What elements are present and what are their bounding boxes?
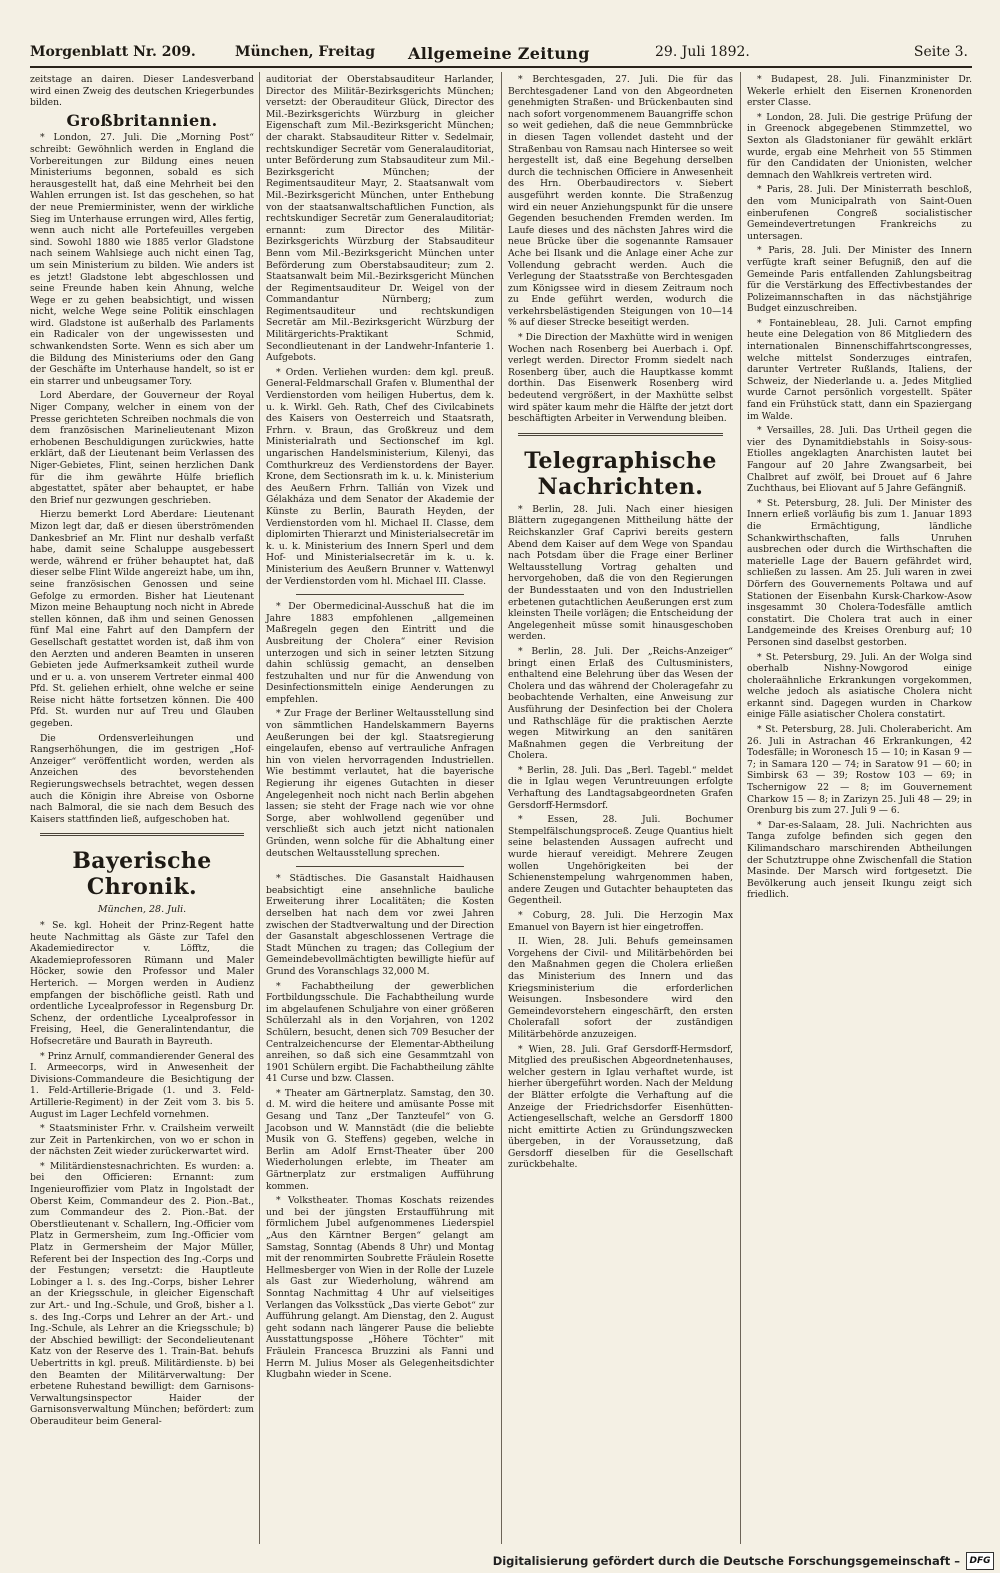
article-paragraph: II. Wien, 28. Juli. Behufs gemeinsamen Vorgehens der Civil- und Militärbehörden bei den Maßnahmen gegen die Cholera erließen das Ministerium des Innern und das Kriegsministerium die erforderlichen Weisungen. Insbesondere wird den Gemeindevorstehern eingeschärft, den ersten Cholerafall sofort der zuständigen Militärbehörde anzuzeigen. [508, 936, 733, 1040]
section-heading-telegraphische-nachrichten: Telegraphische Nachrichten. [524, 447, 717, 500]
issue-date: 29. Juli 1892. [655, 44, 750, 60]
column-1 [30, 74, 254, 1431]
funding-credit: Digitalisierung gefördert durch die Deutsche Forschungsgemeinschaft – [492, 1554, 960, 1568]
article-paragraph: * St. Petersburg, 28. Juli. Cholerabericht. Am 26. Juli in Astrachan 46 Erkrankungen, 42 Todesfälle; in Woronesch 15 — 10; in Kasan 9 — 7; in Samara 120 — 74; in Saratow 91 — 60; in Simbirsk 63 — 39; Rostow 103 — 69; in Tschernigow 22 — 8; im Gouvernement Charkow 15 — 8; in Zarizyn 25. Juli 48 — 29; in Orenburg bis zum 27. Juli 9 — 6. [747, 724, 972, 817]
article-paragraph: * Coburg, 28. Juli. Die Herzogin Max Emanuel von Bayern ist hier eingetroffen. [508, 910, 733, 933]
article-paragraph: * Fachabtheilung der gewerblichen Fortbildungsschule. Die Fachabtheilung wurde im abgelaufenen Schuljahre von einer größeren Schülerzahl als in den Vorjahren, von 1202 Schülern, besucht, denen sich 709 Besucher der Centralzeichencurse der Elementar-Abtheilung anreihen, so daß sich eine Gesammtzahl von 1901 Schülern ergibt. Die Fachabtheilung zählte 41 Curse und bzw. Classen. [266, 980, 494, 1085]
article-paragraph: * Städtisches. Die Gasanstalt Haidhausen beabsichtigt eine ansehnliche bauliche Erweiterung ihrer Localitäten; die Kosten derselben hat nach dem vor zwei Jahren zwischen der Stadtverwaltung und der Direction der Gasanstalt abgeschlossenen Vertrage die Stadt München zu tragen; das Collegium der Gemeindebevollmächtigten bewilligte hiefür auf Grund des Voranschlags 32,000 M. [266, 873, 494, 977]
article-paragraph: Lord Aberdare, der Gouverneur der Royal Niger Company, welcher in einem von der Presse gerichteten Schreiben nochmals die von dem französischen Marinelieutenant Mizon erhobenen Beschuldigungen zurückwies, hatte erklärt, daß der Lieutenant beim Verlassen des Niger-Gebietes, Flint, seinen herzlichen Dank für die ihm gewährte Hülfe brieflich abgestattet, später aber behauptet, er habe den Brief nur gezwungen geschrieben. [30, 390, 254, 506]
page-number: Seite 3. [913, 44, 968, 60]
article-paragraph: * St. Petersburg, 28. Juli. Der Minister des Innern erließ vorläufig bis zum 1. Januar 1893 die Ermächtigung, ländliche Schankwirthschaften, falls Unruhen ausbrechen oder durch die Wirthschaften die materielle Lage der Bauern gefährdet wird, schließen zu lassen. Am 25. Juli waren in zwei Dörfern des Gouvernements Poltawa und auf Stationen der Eisenbahn Kursk-Charkow-Asow insgesammt 30 Cholera-Todesfälle amtlich constatirt. Die Cholera trat auch in einer Landgemeinde des Kreises Orenburg auf; 10 Personen sind daselbst gestorben. [747, 497, 972, 648]
article-paragraph: * Wien, 28. Juli. Graf Gersdorff-Hermsdorf, Mitglied des preußischen Abgeordnetenhauses, welcher gestern in Iglau verhaftet wurde, ist hierher übergeführt worden. Nach der Meldung der Blätter erfolgte die Verhaftung auf die Anzeige der Friedrichsdorfer Eisenhütten-Actiengesellschaft, welche an Gersdorff 1800 nicht emittirte Actien zu Gründungszwecken übergeben, in der Voraussetzung, daß Gersdorff dieselben für die Gesellschaft zurückbehalte. [508, 1043, 733, 1171]
article-paragraph: * Berchtesgaden, 27. Juli. Die für das Berchtesgadener Land von den Abgeordneten genehmigten Straßen- und Brückenbauten sind nach sofort vorgenommenem Bauangriffe schon so weit gediehen, daß die neue Gemmnbrücke in diesen Tagen vollendet dasteht und der Straßenbau von Ramsau nach Hintersee so weit hergestellt ist, daß eine Begehung derselben durch die technischen Officiere in Anwesenheit des Hrn. Oberbaudirectors v. Siebert ausgeführt werden konnte. Die Straßenzug wird ein neuer Anziehungspunkt für die unsere Gegenden besuchenden Fremden werden. Im Laufe dieses und des nächsten Jahres wird die neue Brücke über die sogenannte Ramsauer Ache bei Ilsank und die Anlage einer Ache zur Vollendung gebracht werden. Auch die Verlegung der Staatsstraße von Berchtesgaden zum Königssee wird in diesem Zeitraum noch zu Ende geführt werden, wodurch die verkehrsbelästigenden Steigungen von 10—14 % auf dieser Strecke beseitigt werden. [508, 74, 733, 329]
section-dateline: München, 28. Juli. [97, 904, 187, 916]
section-divider [40, 833, 244, 836]
column-4 [747, 74, 972, 904]
article-paragraph: Hierzu bemerkt Lord Aberdare: Lieutenant Mizon legt dar, daß er diesen überströmenden Dankesbrief an Mr. Flint nur deshalb verfaßt habe, damit seine Schaluppe ausgebessert werde, während er früher behauptet hat, daß dieser selbe Flint Wilde angereizt habe, um ihn, seine französischen Genossen und seine Gefolge zu ermorden. Bisher hat Lieutenant Mizon meine Behauptung noch nicht in Abrede stellen können, daß ihm und seinen Genossen fünf Mal eine Fahrt auf den Dampfern der Gesellschaft gestattet worden ist, daß ihm von den Aerzten und anderen Beamten in unseren Gebieten jede Aufmerksamkeit zutheil wurde und er u. a. von unserem Vertreter einmal 400 Pfd. St. geliehen erhielt, ohne welche er seine Reise nicht hätte fortsetzen können. Die 400 Pfd. St. wurden nur auf Treu und Glauben gegeben. [30, 509, 254, 730]
article-paragraph: * Budapest, 28. Juli. Finanzminister Dr. Wekerle erhielt den Eisernen Kronenorden erster Classe. [747, 74, 972, 109]
article-paragraph: * Dar-es-Salaam, 28. Juli. Nachrichten aus Tanga zufolge befinden sich gegen den Kilimandscharo marschirenden Abtheilungen der Schutztruppe ohne Zwischenfall die Station Masinde. Der Marsch wird fortgesetzt. Die Bevölkerung auch jenseit Ikungu zeigt sich friedlich. [747, 819, 972, 901]
article-paragraph: * Prinz Arnulf, commandierender General des I. Armeecorps, wird in Anwesenheit der Divisions-Commandeure die Besichtigung der 1. Feld-Artillerie-Brigade (1. und 3. Feld-Artillerie-Regiment) in der Zeit vom 3. bis 5. August im Lager Lechfeld vornehmen. [30, 1050, 254, 1120]
article-paragraph: * Zur Frage der Berliner Weltausstellung sind von sämmtlichen Handelskammern Bayerns Aeußerungen bei der kgl. Staatsregierung eingelaufen, ebenso auf vertrauliche Anfragen hin von vielen hervorragenden Industriellen. Wie bestimmt verlautet, hat die bayerische Regierung ihr eigenes Gutachten in dieser Angelegenheit noch nicht nach Berlin abgehen lassen; sie steht der Frage nach wie vor ohne Sorge, aber wohlwollend gegenüber und verschließt sich auch jetzt nicht nationalen Gründen, wenn solche für die Abhaltung einer deutschen Weltausstellung sprechen. [266, 708, 494, 859]
article-divider [296, 866, 464, 867]
dfg-logo: DFG [966, 1552, 994, 1570]
article-paragraph: * Die Direction der Maxhütte wird in wenigen Wochen nach Rosenberg bei Auerbach i. Opf. verlegt werden. Director Fromm siedelt nach Rosenberg über, auch die Hauptkasse kommt dorthin. Das Eisenwerk Rosenberg wird bedeutend vergrößert, in der Maxhütte selbst wird später kaum mehr die Hälfte der jetzt dort beschäftigten Arbeiter in Verwendung bleiben. [508, 332, 733, 425]
masthead [30, 40, 972, 68]
article-paragraph: * Theater am Gärtnerplatz. Samstag, den 30. d. M. wird die heitere und amüsante Posse mit Gesang und Tanz „Der Tanzteufel“ von G. Jacobson und W. Mannstädt (die die beliebte Musik von G. Steffens) gegeben, welche in Berlin am Adolf Ernst-Theater über 200 Wiederholungen erlebte, im Theater am Gärtnerplatz zur erstmaligen Aufführung kommen. [266, 1087, 494, 1192]
column-2 [266, 74, 494, 1384]
column-3 [508, 74, 733, 1174]
issue-label: Morgenblatt Nr. 209. [30, 44, 196, 60]
article-paragraph: * Essen, 28. Juli. Bochumer Stempelfälschungsproceß. Zeuge Quantius hielt seine belastenden Aussagen aufrecht und wurde hierauf vereidigt. Mehrere Zeugen wollen Ungehörigkeiten bei der Schienenstempelung wahrgenommen haben, andere Zeugen und Gutachter behaupteten das Gegentheil. [508, 814, 733, 907]
article-paragraph: * London, 28. Juli. Die gestrige Prüfung der in Greenock abgegebenen Stimmzettel, wo Sexton als Gladstonianer für gewählt erklärt wurde, ergab eine Mehrheit von 55 Stimmen für den Candidaten der Unionisten, welcher demnach den Wahlkreis vertreten wird. [747, 111, 972, 181]
section-divider [518, 433, 723, 436]
article-paragraph: zeitstage an dairen. Dieser Landesverband wird einen Zweig des deutschen Kriegerbundes bilden. [30, 74, 254, 109]
article-paragraph: * Militärdienstesnachrichten. Es wurden: a. bei den Officieren: Ernannt: zum Ingenieuroffizier vom Platz in Ingolstadt der Oberst Keim, Commandeur des 2. Pion.-Bat., zum Commandeur des 2. Pion.-Bat. der Oberstlieutenant v. Schallern, Ing.-Officier vom Platz in Germersheim, zum Ing.-Officier vom Platz in Germersheim der Major Müller, Referent bei der Inspection des Ing.-Corps und der Festungen; versetzt: die Hauptleute Lobinger a l. s. des Ing.-Corps, bisher Lehrer an der Kriegsschule, in gleicher Eigenschaft zur Art.- und Ing.-Schule, und Groß, bisher a l. s. des Ing.-Corps und Lehrer an der Art.- und Ing.-Schule, als Lehrer an die Kriegsschule; b) der Abschied bewilligt: der Secondelieutenant Katz von der Reserve des 1. Train-Bat. behufs Uebertritts in kgl. preuß. Militärdienste. b) bei den Beamten der Militärverwaltung: Der erbetene Ruhestand bewilligt: dem Garnisons-Verwaltungsinspector Haider der Garnisonsverwaltung München; befördert: zum Oberauditeur beim General- [30, 1160, 254, 1427]
article-paragraph: * Berlin, 28. Juli. Das „Berl. Tagebl.“ meldet die in Iglau wegen Veruntreuungen erfolgte Verhaftung des Landtagsabgeordneten Grafen Gersdorff-Hermsdorf. [508, 764, 733, 811]
article-paragraph: * Se. kgl. Hoheit der Prinz-Regent hatte heute Nachmittag als Gäste zur Tafel den Akademiedirector v. Löfftz, die Akademieprofessoren Rümann und Maler Höcker, sowie den Professor und Maler Herterich. — Morgen werden in Audienz empfangen der bischöfliche geistl. Rath und ordentliche Lycealprofessor in Regensburg Dr. Schenz, der ordentliche Lycealprofessor in Freising, Heel, die Generalintendantur, die Hofsecretäre und Baurath in Bayreuth. [30, 920, 254, 1047]
digitization-footer [0, 1548, 1000, 1573]
section-heading-grossbritannien: Großbritannien. [66, 110, 218, 130]
article-paragraph: * Versailles, 28. Juli. Das Urtheil gegen die vier des Dynamitdiebstahls in Soisy-sous-Etiolles angeklagten Anarchisten lautet bei Fangour auf 20 Jahre Zwangsarbeit, bei Chalbret auf zwölf, bei Drouet auf 6 Jahre Zuchthaus, bei Eliovant auf 5 Jahre Gefängniß. [747, 425, 972, 495]
section-heading-bayerische-chronik: Bayerische Chronik. [72, 848, 212, 901]
column-divider [259, 72, 260, 1544]
article-paragraph: * Orden. Verliehen wurden: dem kgl. preuß. General-Feldmarschall Grafen v. Blumenthal der Verdienstorden vom heiligen Hubertus, dem k. u. k. Wirkl. Geh. Rath, Chef des Civilcabinets des Kaisers von Oesterreich und Staatsrath, Frhrn. v. Braun, das Großkreuz und dem Ministerialrath und Sectionschef im kgl. ungarischen Handelsministerium, Kilenyi, das Comthurkreuz des Verdienstordens der Bayer. Krone, dem Sectionsrath im k. u. k. Ministerium des Aeußern Frhrn. Tallián von Vizek und Gélakháza und dem Senator der Akademie der Künste zu Berlin, Baurath Heyden, der Verdienstorden vom hl. Michael II. Classe, dem diplomirten Thierarzt und Ministerialsecretär im k. u. k. Ministerium des Innern Sperl und dem Hof- und Ministerialsecretär im k. u. k. Ministerium des Aeußern Brunner v. Wattenwyl der Verdienstorden vom hl. Michael III. Classe. [266, 366, 495, 587]
article-paragraph: * London, 27. Juli. Die „Morning Post“ schreibt: Gewöhnlich werden in England die Vorbereitungen zur Bildung eines neuen Ministeriums begonnen, sobald es sich herausgestellt hat, daß eine Mehrheit bei den Wahlen errungen ist. Ist das geschehen, so hat der neue Premierminister, wenn der wirkliche Sieg im Unterhause errungen wird, Alles fertig, wenn auch nicht alle Portefeuilles vergeben sind. Sowohl 1880 wie 1885 verlor Gladstone nach seinem Wahlsiege auch nicht einen Tag, um sein Ministerium zu bilden. Wie anders ist es jetzt! Gladstone lebt abgeschlossen und seine Freunde haben kein Ahnung, welche Wege er zu gehen beabsichtigt, und wissen nicht, welche Wege seine Politik einschlagen wird. Gladstone ist außerhalb des Parlaments ein Radicaler von der ungewissesten und schwankendsten Sorte. Wenn es sich aber um die Bildung des Ministeriums oder den Gang der Geschäfte im Unterhause handelt, so ist er ein starrer und unbeugsamer Tory. [30, 132, 254, 387]
article-paragraph: Die Ordensverleihungen und Rangserhöhungen, die im gestrigen „Hof-Anzeiger“ veröffentlicht worden, werden als Anzeichen des bevorstehenden Regierungswechsels betrachtet, wegen dessen auch die Königin ihre Abreise von Osborne nach Balmoral, die sie nach dem Besuch des Kaisers stattfinden ließ, aufgeschoben hat. [30, 732, 254, 825]
article-paragraph: * Berlin, 28. Juli. Nach einer hiesigen Blättern zugegangenen Mittheilung hätte der Reichskanzler Graf Caprivi bereits gestern Abend dem Kaiser auf dem Wege von Spandau nach Potsdam über die Frage einer Berliner Weltausstellung Vortrag gehalten und hervorgehoben, daß die von den Regierungen der Bundesstaaten und von den Industriellen erbetenen gutachtlichen Aeußerungen erst zum kleinsten Theile vorlägen; die Entscheidung der Angelegenheit müsse somit hinausgeschoben werden. [508, 503, 733, 643]
article-paragraph: * Staatsminister Frhr. v. Crailsheim verweilt zur Zeit in Partenkirchen, von wo er schon in der nächsten Zeit wieder zurückerwartet wird. [30, 1123, 254, 1158]
column-divider [740, 72, 741, 1544]
article-paragraph: * Fontainebleau, 28. Juli. Carnot empfing heute eine Delegation von 86 Mitgliedern des internationalen Binnenschiffahrtscongresses, welche mittelst Sonderzuges eintrafen, darunter Vertreter Rußlands, Italiens, der Schweiz, der Niederlande u. a. Jedes Mitglied wurde Carnot persönlich vorgestellt. Später fand ein Frühstück statt, dann ein Spaziergang im Walde. [747, 317, 972, 422]
column-divider [501, 72, 502, 1544]
newspaper-title: Allgemeine Zeitung [408, 44, 590, 63]
article-paragraph: * Volkstheater. Thomas Koschats reizendes und bei der jüngsten Erstaufführung mit förmlichem Jubel aufgenommenes Liederspiel „Aus den Kärntner Bergen“ gelangt am Samstag, Sonntag (Abends 8 Uhr) und Montag mit der renommirten Soubrette Fräulein Rosette Hellmesberger von Wien in der Rolle der Luzele als Gast zur Wiederholung, während am Sonntag Nachmittag 4 Uhr auf vielseitiges Verlangen das Volksstück „Das vierte Gebot“ zur Aufführung gelangt. Am Dienstag, den 2. August geht sodann nach längerer Pause die beliebte Ausstattungsposse „Höhere Töchter“ mit Fräulein Francesca Bruzzini als Fanni und Herrn M. Julius Moser als Gelegenheitsdichter Klugbahn wieder in Scene. [266, 1195, 494, 1381]
article-paragraph: * St. Petersburg, 29. Juli. An der Wolga sind oberhalb Nishny-Nowgorod einige choleraähnliche Erkrankungen vorgekommen, welche jedoch als asiatische Cholera nicht erkannt sind. Dagegen wurden in Charkow einige Fälle asiatischer Cholera constatirt. [747, 651, 972, 721]
article-paragraph: * Berlin, 28. Juli. Der „Reichs-Anzeiger“ bringt einen Erlaß des Cultusministers, enthaltend eine Belehrung über das Wesen der Cholera und das während der Choleragefahr zu beobachtende Verhalten, eine Anweisung zur Ausführung der Desinfection bei der Cholera und Rathschläge für die praktischen Aerzte wegen Mitwirkung an den sanitären Maßnahmen gegen die Verbreitung der Cholera. [508, 645, 733, 762]
dateline-city-day: München, Freitag [235, 44, 376, 60]
article-paragraph: auditoriat der Oberstabsauditeur Harlander, Director des Militär-Bezirksgerichts München; versetzt: der Oberauditeur Glück, Director des Mil.-Bezirksgerichts Würzburg in gleicher Eigenschaft zum Mil.-Bezirksgericht München; der charakt. Stabsauditeur Ritter v. Sedelmair, rechtskundiger Secretär vom Generalauditoriat, unter Beförderung zum Stabsauditeur zum Mil.-Bezirksgericht München; der Regimentsauditeur Mayr, 2. Staatsanwalt vom Mil.-Bezirksgericht München, unter Enthebung von der staatsanwaltschaftlichen Function, als rechtskundiger Secretär zum Generalauditoriat; ernannt: zum Director des Militär-Bezirksgerichts Würzburg der Stabsauditeur Benn vom Mil.-Bezirksgericht München unter Beförderung zum Oberstabsauditeur; zum 2. Staatsanwalt beim Mil.-Bezirksgericht München der Regimentsauditeur Dr. Weigel von der Commandantur Nürnberg; zum Regimentsauditeur und rechtskundigen Secretär am Mil.-Bezirksgericht Würzburg der Militärgerichts-Praktikant Schmid, Secondlieutenant in der Landwehr-Infanterie 1. Aufgebots. [266, 74, 494, 364]
article-paragraph: * Paris, 28. Juli. Der Ministerrath beschloß, den vom Municipalrath von Saint-Ouen einberufenen Congreß socialistischer Gemeindevertretungen Frankreichs zu untersagen. [747, 184, 972, 242]
article-paragraph: * Der Obermedicinal-Ausschuß hat die im Jahre 1883 empfohlenen „allgemeinen Maßregeln gegen den Eintritt und die Ausbreitung der Cholera“ einer Revision unterzogen und sich in seiner letzten Sitzung dahin schlüssig gemacht, an denselben festzuhalten und nur für die Anwendung von Desinfectionsmitteln einige Aenderungen zu empfehlen. [266, 601, 494, 705]
article-paragraph: * Paris, 28. Juli. Der Minister des Innern verfügte kraft seiner Befugniß, den auf die Gemeinde Paris entfallenden Zahlungsbeitrag für die Verstärkung des Effectivbestandes der Polizeimannschaften in das nächstjährige Budget einzuschreiben. [747, 245, 972, 315]
article-divider [296, 594, 464, 595]
